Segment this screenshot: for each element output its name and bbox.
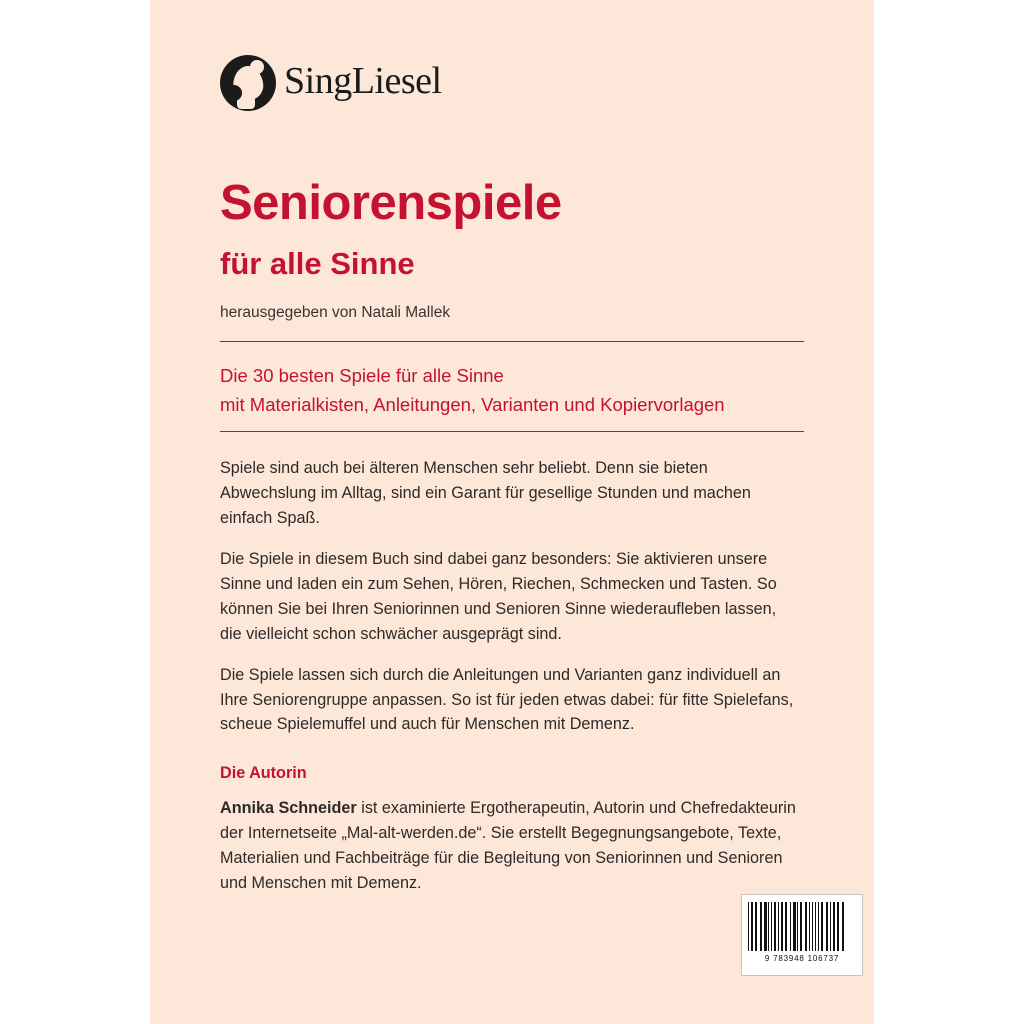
barcode-bars [748, 902, 856, 951]
page-title: Seniorenspiele [220, 176, 562, 230]
author-heading: Die Autorin [220, 764, 307, 783]
publisher-logo [220, 55, 442, 111]
lede-block [220, 362, 804, 419]
editor-credit: herausgegeben von Natali Mallek [220, 304, 451, 321]
lede-line-1: Die 30 besten Spiele für alle Sinne [220, 365, 504, 386]
woman-silhouette-icon [220, 55, 276, 111]
lede-line-2: mit Materialkisten, Anleitungen, Varianten und Kopiervorlagen [220, 393, 725, 415]
author-bio [220, 796, 798, 896]
author-bio-text: ist examinierte Ergotherapeutin, Autorin und Chefredakteurin der Internetseite „Mal-alt-werden.de“. Sie erstellt Begegnungsangebote, Texte, Materialien und Fachbeiträge für die Begleitung von Seniorinnen und Senioren und Menschen mit Demenz. [220, 799, 796, 893]
page-subtitle: für alle Sinne [220, 246, 415, 281]
description-block [220, 456, 798, 912]
divider-top [220, 341, 804, 342]
barcode-number: 9 783948 106737 [764, 954, 840, 963]
book-back-cover [150, 0, 874, 1024]
paragraph-1: Spiele sind auch bei älteren Menschen sehr beliebt. Denn sie bieten Abwechslung im Alltag, sind ein Garant für gesellige Stunden und machen einfach Spaß. [220, 459, 751, 527]
author-name: Annika Schneider [220, 799, 357, 818]
divider-bottom [220, 431, 804, 432]
publisher-name: SingLiesel [284, 60, 442, 102]
paragraph-2: Die Spiele in diesem Buch sind dabei ganz besonders: Sie aktivieren unsere Sinne und laden ein zum Sehen, Hören, Riechen, Schmecken und Tasten. So können Sie bei Ihren Seniorinnen und Senioren Sinne wiederaufleben lassen, die vielleicht schon schwächer ausgeprägt sind. [220, 549, 777, 643]
barcode [741, 894, 863, 976]
paragraph-3: Die Spiele lassen sich durch die Anleitungen und Varianten ganz individuell an Ihre Seniorengruppe anpassen. So ist für jeden etwas dabei: für fitte Spielefans, scheue Spielemuffel und auch für Menschen mit Demenz. [220, 665, 794, 734]
